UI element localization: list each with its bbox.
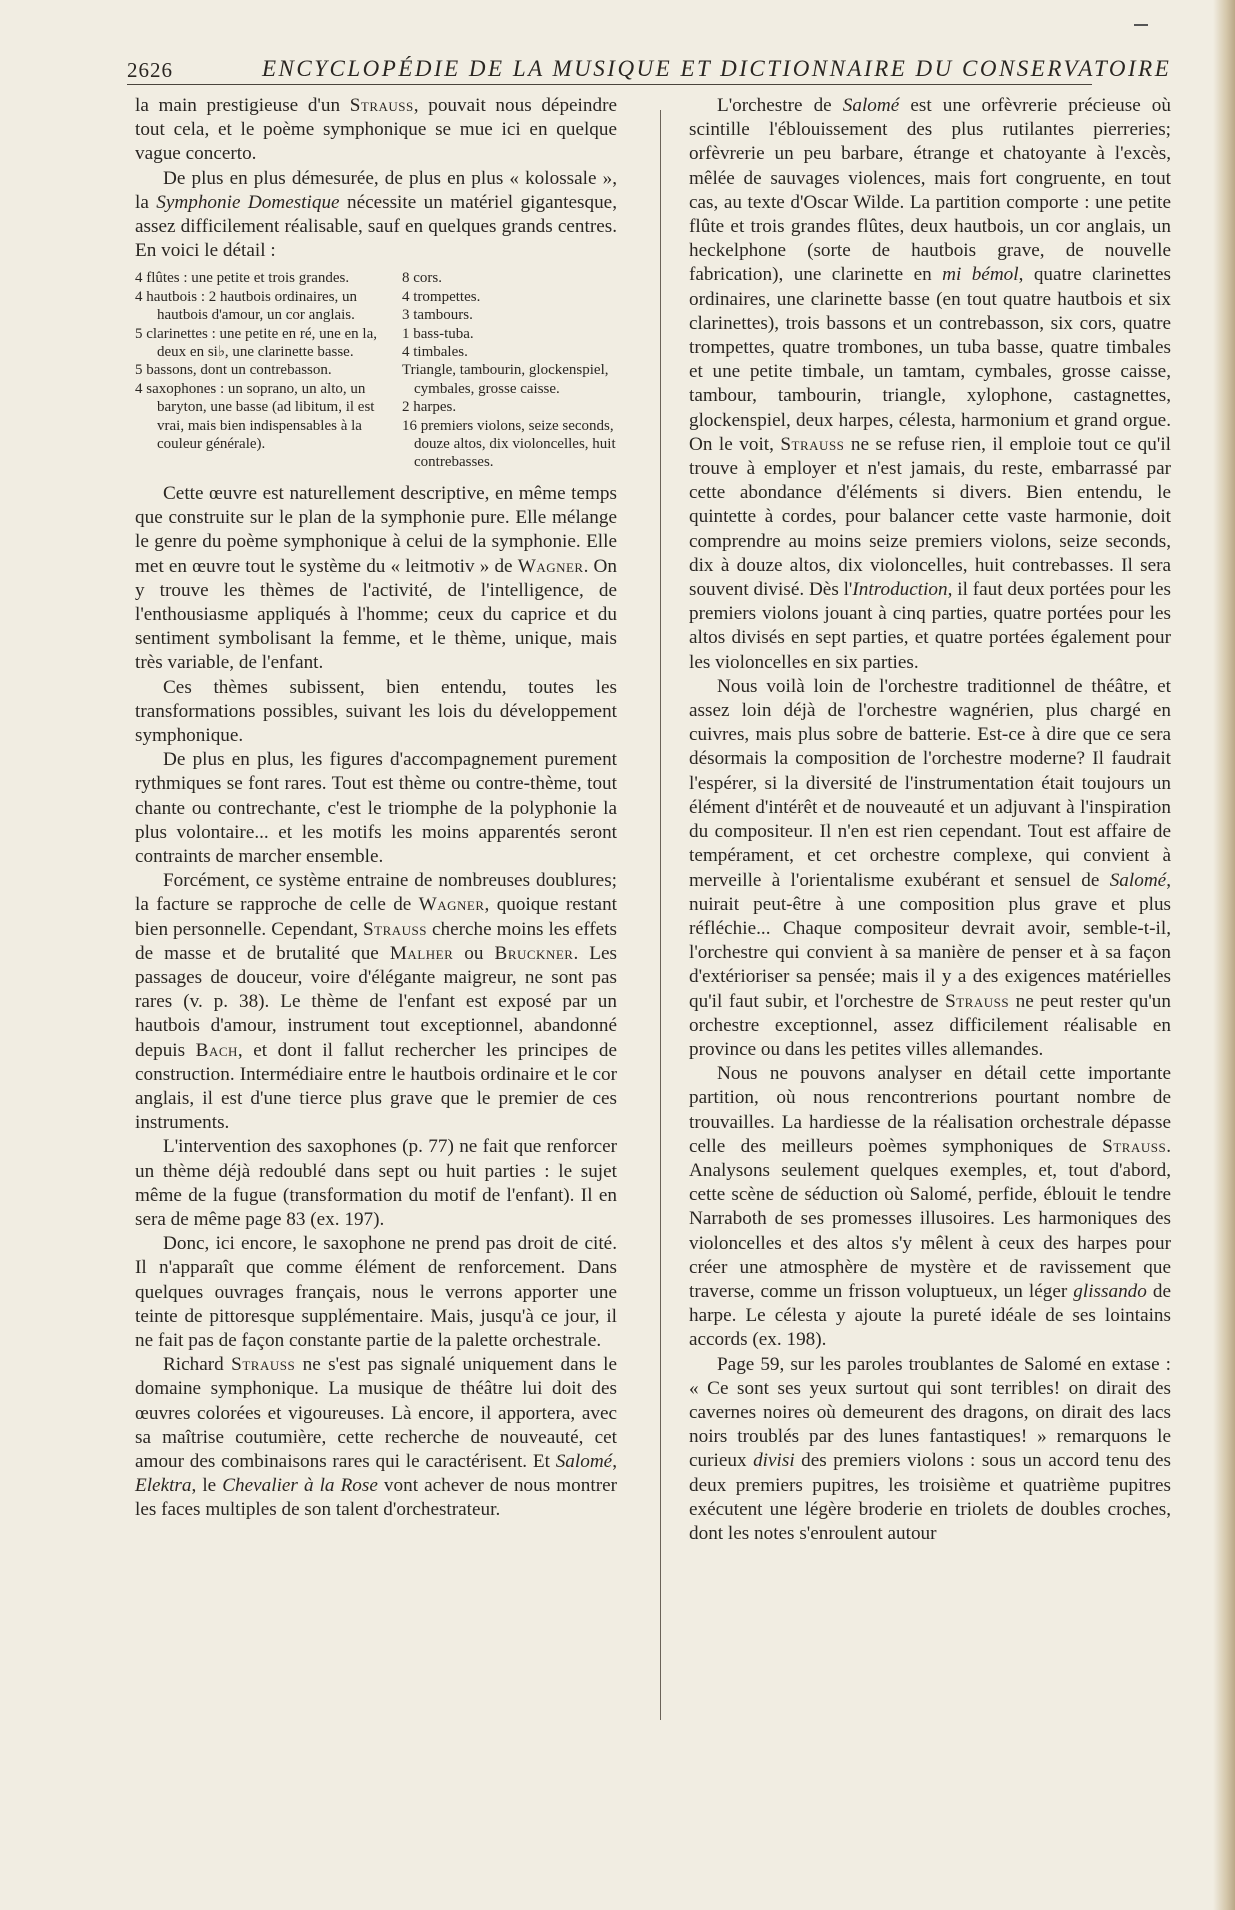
left-paragraph-7: L'intervention des saxophones (p. 77) ne fait que renforcer un thème déjà redoublé dans sept ou huit parties : le sujet même de la fugue (transformation du motif de l'enfant). Il en sera de même page 83 (ex. 197).	[135, 1136, 617, 1230]
list-item: 4 trompettes.	[402, 288, 481, 305]
column-divider	[660, 110, 661, 1720]
list-item: 5 clarinettes : une petite en ré, une en la, deux en si♭, une clarinette basse.	[135, 325, 377, 361]
corner-mark	[1134, 24, 1148, 26]
instrument-list	[135, 269, 617, 471]
right-column	[689, 94, 1171, 1546]
right-paragraph-4: Page 59, sur les paroles troublantes de Salomé en extase : « Ce sont ses yeux surtout qui sont terribles! on dirait des cavernes noires où demeurent des dragons, on dirait des lacs noirs troublés par des lunes fantastiques! » remarquons le curieux divisi des premiers violons : sous un accord tenu des deux premiers pupitres, les troisième et quatrième pupitres exécutent une légère broderie en triolets de doubles croches, dont les notes s'enroulent autour	[689, 1353, 1171, 1544]
list-item: 4 saxophones : un soprano, un alto, un baryton, une basse (ad libitum, il est vrai, mais bien indispensables à la couleur générale).	[135, 380, 375, 453]
left-paragraph-1: la main prestigieuse d'un Strauss, pouvait nous dépeindre tout cela, et le poème symphonique se mue ici en quelque vague concerto.	[135, 95, 617, 165]
page-edge-shadow	[1213, 0, 1235, 1910]
left-paragraph-8: Donc, ici encore, le saxophone ne prend pas droit de cité. Il n'apparaît que comme élément de renforcement. Dans quelques ouvrages français, nous le verrons apporter une teinte de pittoresque supplémentaire. Mais, jusqu'à ce jour, il ne fait pas de façon constante partie de la palette orchestrale.	[135, 1233, 617, 1351]
running-title: ENCYCLOPÉDIE DE LA MUSIQUE ET DICTIONNAIRE DU CONSERVATOIRE	[262, 56, 1172, 81]
list-item: 1 bass-tuba.	[402, 325, 474, 342]
list-item: 4 hautbois : 2 hautbois ordinaires, un hautbois d'amour, un cor anglais.	[135, 288, 358, 324]
right-paragraph-2: Nous voilà loin de l'orchestre traditionnel de théâtre, et assez loin déjà de l'orchestre wagnérien, plus chargé en cuivres, mais plus sobre de batterie. Est-ce à dire que ce sera désormais la composition de l'orchestre moderne? Il faudrait l'espérer, si la diversité de l'instrumentation était toujours un élément d'intérêt et de nouveauté et un adjuvant à l'inspiration du compositeur. Il n'en est rien cependant. Tout est affaire de tempérament, et cet orchestre complexe, qui convient à merveille à l'orientalisme exubérant et sensuel de Salomé, nuirait peut-être à une composition plus grave et plus réfléchie... Chaque compositeur devrait avoir, semble-t-il, l'orchestre qui convient à sa manière de penser et à sa façon d'extérioriser sa pensée; mais il y a des exigences matérielles qu'il faut subir, et l'orchestre de Strauss ne peut rester qu'un orchestre exceptionnel, assez difficilement réalisable en province ou dans les petites villes allemandes.	[689, 675, 1171, 1060]
list-item: 3 tambours.	[402, 307, 473, 324]
right-paragraph-1: L'orchestre de Salomé est une orfèvrerie précieuse où scintille l'éblouissement des plus rutilantes pierreries; orfèvrerie un peu barbare, étrange et chatoyante à l'excès, mêlée de sauvages violences, mais fort congruente, en tout cas, au texte d'Oscar Wilde. La partition comporte : une petite flûte et trois grandes flûtes, deux hautbois, un cor anglais, un heckelphone (sorte de hautbois grave, de nouvelle fabrication), une clarinette en mi bémol, quatre clarinettes ordinaires, une clarinette basse (en tout quatre hautbois et six clarinettes), trois bassons et un contrebasson, six cors, quatre trompettes, quatre trombones, un tuba basse, quatre timbales et une petite timbale, un tamtam, cymbales, grosse caisse, tambour, tambourin, triangle, xylophone, castagnettes, glockenspiel, deux harpes, célesta, harmonium et grand orgue. On le voit, Strauss ne se refuse rien, il emploie tout ce qu'il trouve à employer et n'est jamais, du reste, embarrassé par cette abondance d'éléments si divers. Bien entendu, le quintette à cordes, pour balancer cette vaste harmonie, doit comprendre au moins seize premiers violons, seize seconds, dix à douze altos, dix violoncelles, huit contrebasses. Il sera souvent divisé. Dès l'Introduction, il faut deux portées pour les premiers violons jouant à cinq parties, quatre portées pour les altos divisés en sept parties, et quatre portées également pour les violoncelles en six parties.	[689, 95, 1172, 673]
instrument-list-col-1	[135, 269, 400, 471]
list-item: 4 timbales.	[402, 344, 468, 361]
instrument-list-col-2	[402, 269, 617, 471]
right-paragraph-3: Nous ne pouvons analyser en détail cette importante partition, où nous rencontrerions pourtant nombre de trouvailles. La hardiesse de la réalisation orchestrale dépasse celle des meilleurs poèmes symphoniques de Strauss. Analysons seulement quelques exemples, et, tout d'abord, cette scène de séduction où Salomé, perfide, éblouit le tendre Narraboth de ses promesses illusoires. Les harmoniques des violoncelles et des altos s'y mêlent à ceux des harpes pour créer une atmosphère de mystère et de ravissement que traverse, comme un frisson voluptueux, un léger glissando de harpe. Le célesta y ajoute la pureté idéale de ses lointains accords (ex. 198).	[689, 1063, 1171, 1351]
left-paragraph-6: Forcément, ce système entraine de nombreuses doublures; la facture se rapproche de celle de Wagner, quoique restant bien personnelle. Cependant, Strauss cherche moins les effets de masse et de brutalité que Malher ou Bruckner. Les passages de douceur, voire d'élégante maigreur, ne sont pas rares (v. p. 38). Le thème de l'enfant est exposé par un hautbois d'amour, instrument tout exceptionnel, abandonné depuis Bach, et dont il fallut rechercher les principes de construction. Intermédiaire entre le hautbois ordinaire et le cor anglais, il est d'une tierce plus grave que le premier de ces instruments.	[135, 870, 617, 1134]
header-rule	[127, 84, 1092, 85]
list-item: 2 harpes.	[402, 399, 457, 416]
list-item: 8 cors.	[402, 270, 442, 287]
left-paragraph-2: De plus en plus démesurée, de plus en plus « kolossale », la Symphonie Domestique nécessite un matériel gigantesque, assez difficilement réalisable, sauf en quelques grands centres. En voici le détail :	[135, 167, 617, 262]
left-paragraph-3: Cette œuvre est naturellement descriptive, en même temps que construite sur le plan de la symphonie pure. Elle mélange le genre du poème symphonique à celui de la symphonie. Elle met en œuvre tout le système du « leitmotiv » de Wagner. On y trouve les thèmes de l'activité, de l'intelligence, de l'enthousiasme appliqués à l'homme; ceux du caprice et du sentiment symbolisant la femme, et le thème, unique, mais très variable, de l'enfant.	[135, 482, 617, 674]
left-paragraph-9: Richard Strauss ne s'est pas signalé uniquement dans le domaine symphonique. La musique de théâtre lui doit des œuvres colorées et vigoureuses. Là encore, il apportera, avec sa maîtrise coutumière, cette recherche de nouveauté, cet amour des combinaisons rares qui le caractérisent. Et Salomé, Elektra, le Chevalier à la Rose vont achever de nous montrer les faces multiples de son talent d'orchestrateur.	[135, 1354, 617, 1521]
list-item: 4 flûtes : une petite et trois grandes.	[135, 270, 350, 287]
left-paragraph-4: Ces thèmes subissent, bien entendu, toutes les transformations possibles, suivant les lois du développement symphonique.	[135, 676, 617, 746]
page-number: 2626	[127, 58, 173, 82]
left-paragraph-5: De plus en plus, les figures d'accompagnement purement rythmiques se font rares. Tout est thème ou contre-thème, tout chante ou contrechante, c'est le triomphe de la polyphonie la plus volontaire... et les motifs les moins apparentés seront contraints de marcher ensemble.	[135, 749, 617, 867]
list-item: 16 premiers violons, seize seconds, douze altos, dix violoncelles, huit contrebasses.	[402, 417, 616, 471]
list-item: Triangle, tambourin, glockenspiel, cymbales, grosse caisse.	[402, 362, 609, 397]
list-item: 5 bassons, dont un contrebasson.	[135, 362, 332, 379]
left-column	[135, 94, 617, 1523]
